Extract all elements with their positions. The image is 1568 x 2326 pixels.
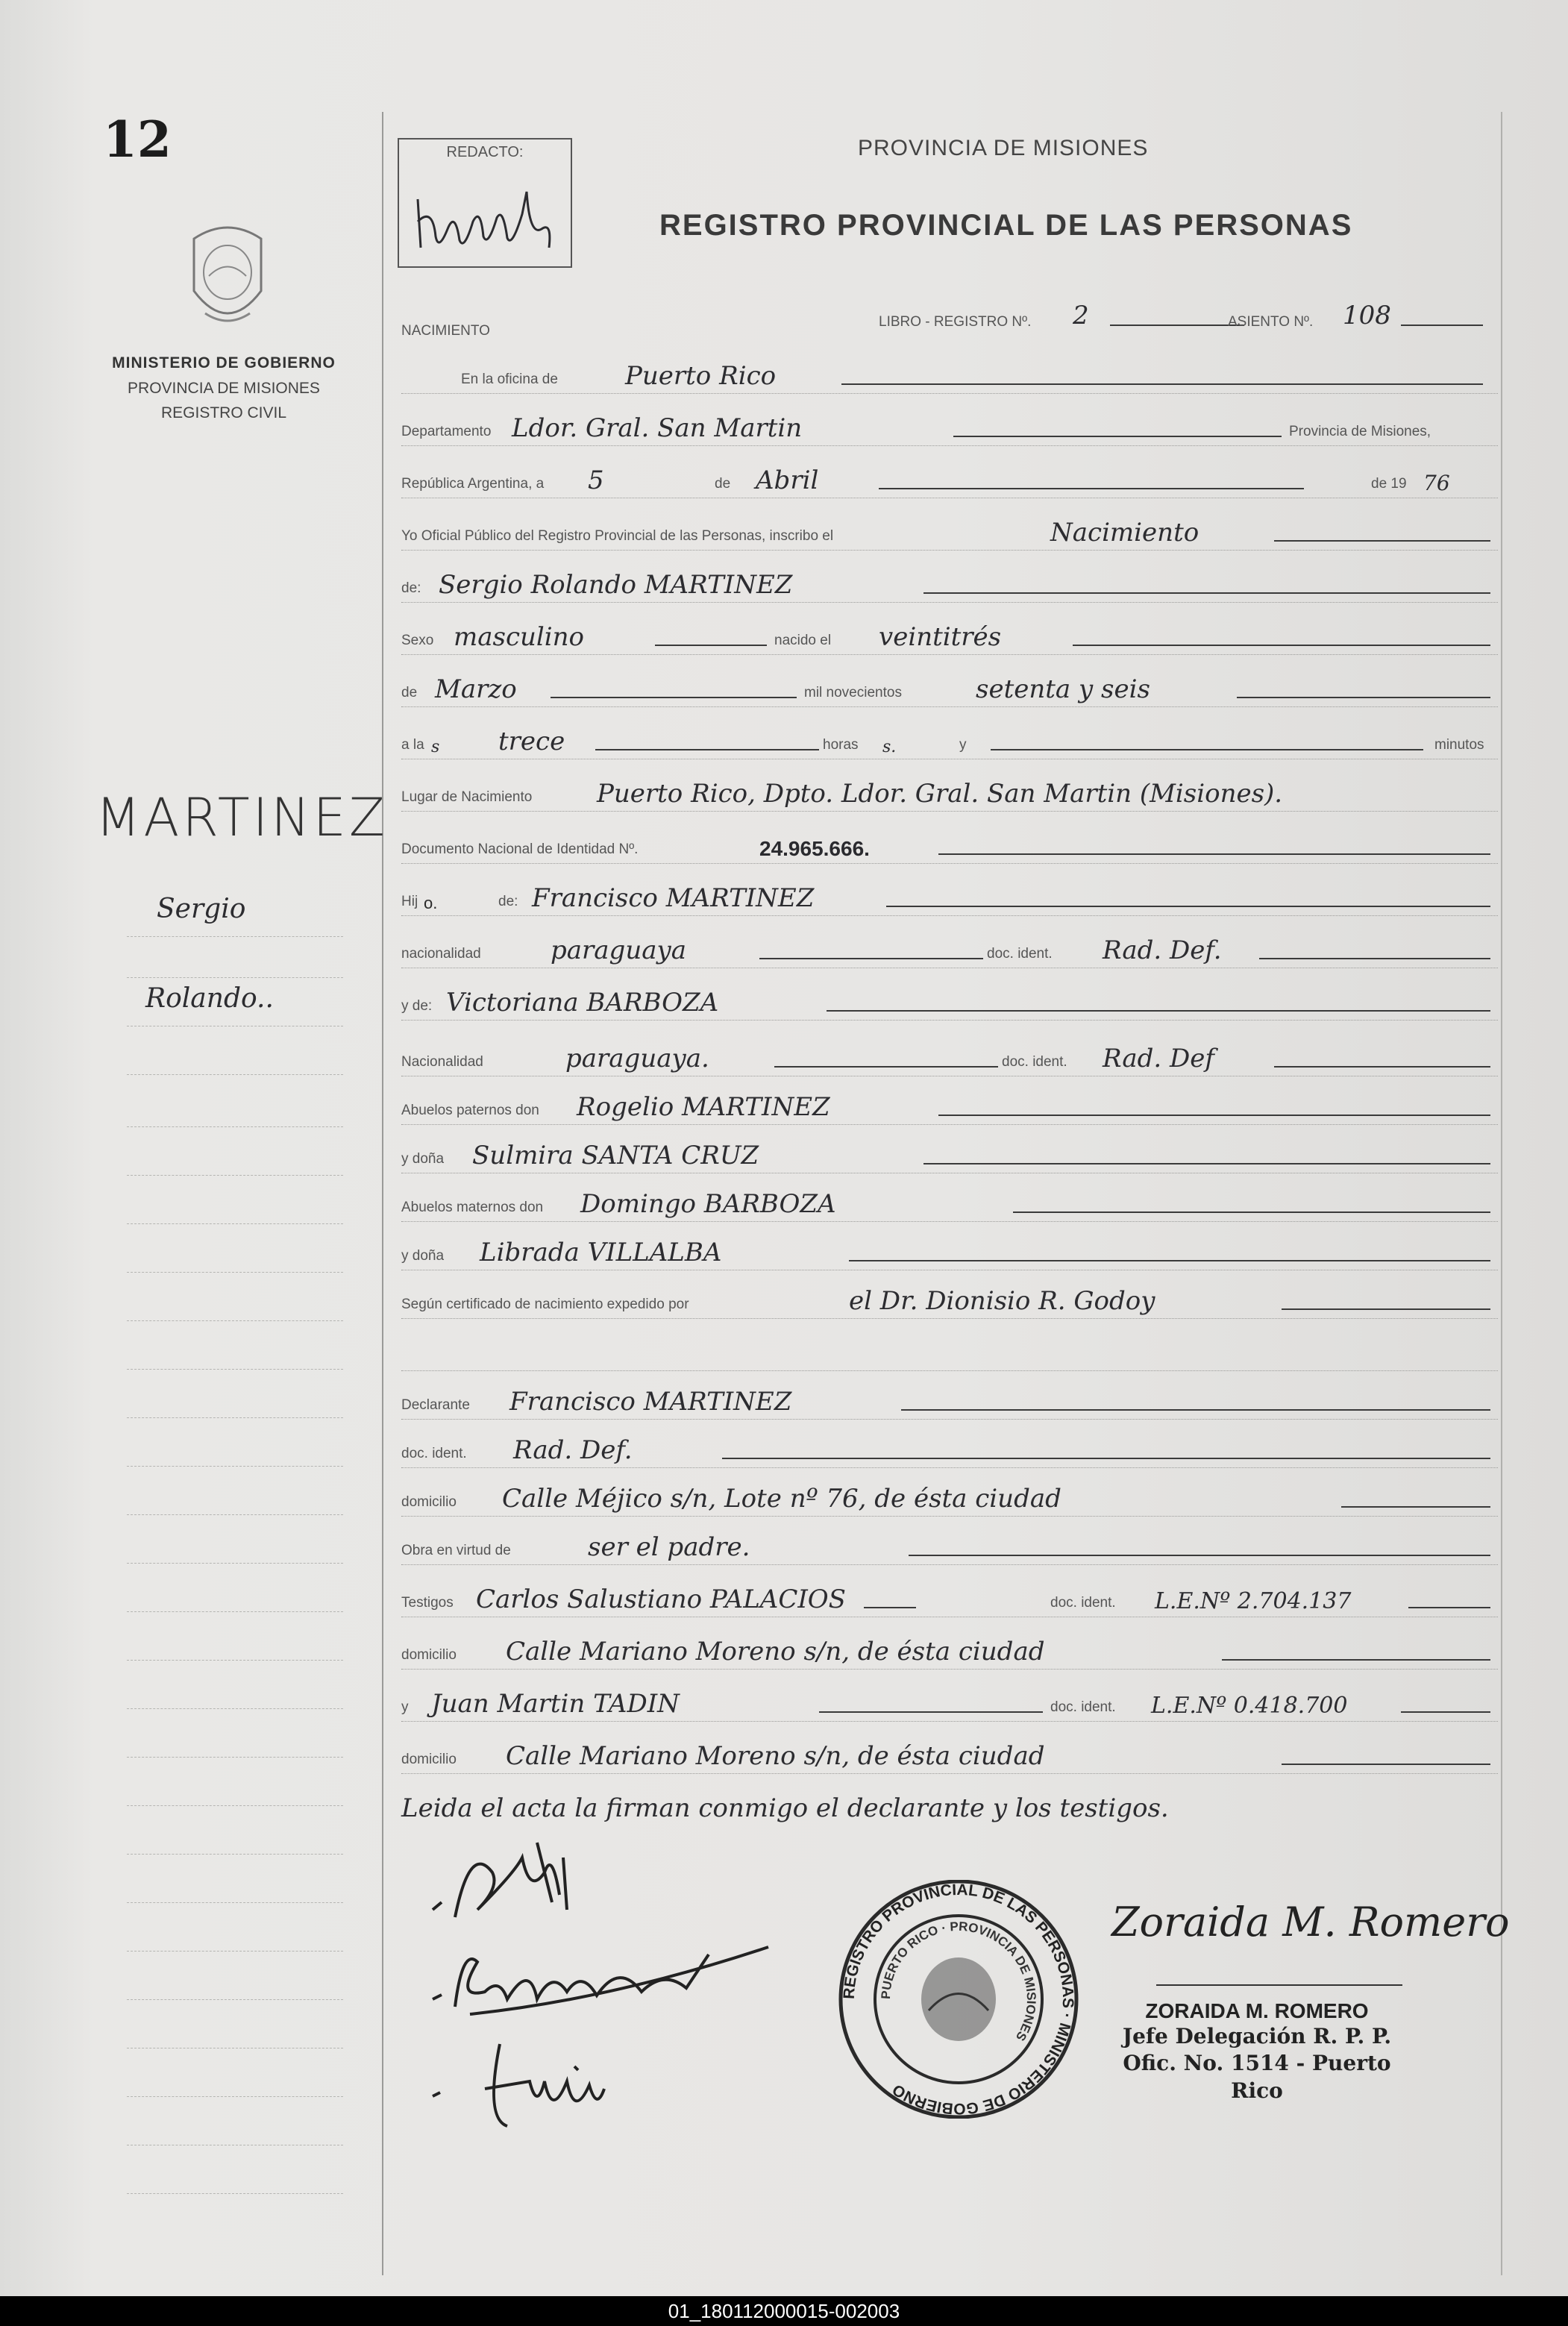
- mes-value: Abril: [756, 465, 819, 495]
- row-departamento: [401, 395, 1498, 448]
- nacionalidad-padre-value: paraguaya: [551, 935, 686, 965]
- obra-value: ser el padre.: [588, 1532, 750, 1562]
- alas-value: s: [431, 738, 440, 756]
- doc-ident3-label: doc. ident.: [401, 1446, 467, 1461]
- registry-heading: REGISTRO PROVINCIAL DE LAS PERSONAS: [659, 209, 1353, 242]
- doc-testigo-1-value: L.E.Nº 2.704.137: [1155, 1588, 1352, 1614]
- departamento-label: Departamento: [401, 424, 492, 439]
- page-number: 12: [103, 110, 172, 169]
- dni-value: 24.965.666.: [759, 837, 870, 860]
- yo-label: Yo Oficial Público del Registro Provincial de las Personas, inscribo el: [401, 528, 834, 544]
- domicilio3-label: domicilio: [401, 1752, 457, 1767]
- certificado-value: el Dr. Dionisio R. Godoy: [849, 1286, 1155, 1316]
- hij-value: o.: [424, 894, 438, 912]
- lugar-value: Puerto Rico, Dpto. Ldor. Gral. San Martin (Misiones).: [597, 779, 1283, 809]
- provincia-label: Provincia de Misiones,: [1289, 424, 1431, 439]
- declarante-value: Francisco MARTINEZ: [509, 1387, 792, 1417]
- de-label: de: [715, 476, 731, 492]
- row-nombre: [401, 552, 1498, 604]
- margin-surname: MARTINEZ: [95, 787, 388, 848]
- domicilio-testigo-2-value: Calle Mariano Moreno s/n, de ésta ciudad: [506, 1741, 1045, 1771]
- certificado-label: Según certificado de nacimiento expedido por: [401, 1297, 689, 1312]
- official-stamp: [835, 1880, 1082, 2119]
- abuela-paterna-value: Sulmira SANTA CRUZ: [472, 1141, 759, 1170]
- abuelos-maternos-label: Abuelos maternos don: [401, 1200, 544, 1215]
- officer-signature: Zoraida M. Romero: [1111, 1899, 1510, 1946]
- y-label: y: [959, 737, 967, 753]
- ydona-label: y doña: [401, 1151, 445, 1167]
- declarant-signature: [425, 1828, 634, 1947]
- row-nacionalidad-madre: [401, 1026, 1498, 1078]
- testigo-1-value: Carlos Salustiano PALACIOS: [476, 1584, 846, 1614]
- asiento-label: ASIENTO Nº.: [1228, 314, 1314, 330]
- closing-text: Leida el acta la firman conmigo el declarante y los testigos.: [401, 1793, 1169, 1823]
- doc-ident2-label: doc. ident.: [1002, 1054, 1067, 1070]
- nacionalidad-label: nacionalidad: [401, 946, 481, 962]
- declarante-label: Declarante: [401, 1397, 470, 1413]
- row-libro: [401, 295, 1498, 347]
- row-inscribo: [401, 500, 1498, 552]
- sexo-label: Sexo: [401, 633, 434, 648]
- row-testigo-2: [401, 1671, 1498, 1723]
- witness-2-signature: [425, 2029, 649, 2141]
- doc-ident-label: doc. ident.: [987, 946, 1053, 962]
- ministry-province: PROVINCIA DE MISIONES: [128, 379, 320, 397]
- de2-label: de:: [401, 580, 421, 596]
- row-abuelo-paterno: [401, 1074, 1498, 1126]
- doc-declarante-value: Rad. Def.: [513, 1435, 633, 1465]
- asiento-value: 108: [1343, 301, 1391, 330]
- dni-label: Documento Nacional de Identidad Nº.: [401, 841, 639, 857]
- anio-label: de 19: [1371, 476, 1407, 492]
- abuelos-paternos-label: Abuelos paternos don: [401, 1103, 539, 1118]
- departamento-value: Ldor. Gral. San Martin: [512, 413, 803, 443]
- doc-ident5-label: doc. ident.: [1050, 1699, 1116, 1715]
- row-closing: [401, 1775, 1498, 1828]
- row-nacionalidad-padre: [401, 918, 1498, 970]
- ministry-registry: REGISTRO CIVIL: [160, 404, 287, 422]
- footer-id: 01_180112000015-002003: [0, 2296, 1568, 2326]
- republica-label: República Argentina, a: [401, 476, 545, 492]
- domicilio-label: domicilio: [401, 1494, 457, 1510]
- row-domicilio-declarante: [401, 1466, 1498, 1518]
- row-obra: [401, 1514, 1498, 1567]
- obra-label: Obra en virtud de: [401, 1543, 511, 1558]
- stamp-outer-text: REGISTRO PROVINCIAL DE LAS PERSONAS · MINISTERIO DE GOBIERNO: [840, 1881, 1077, 2118]
- hora-value: trece: [498, 727, 565, 756]
- row-madre: [401, 970, 1498, 1022]
- margin-given-name-1: Sergio: [157, 894, 246, 924]
- alas-label: a la: [401, 737, 424, 753]
- oficina-label: En la oficina de: [461, 372, 558, 387]
- mil-label: mil novecientos: [804, 685, 902, 700]
- officer-signature-line: [1156, 1984, 1402, 1986]
- row-declarante: [401, 1369, 1498, 1421]
- nacido-label: nacido el: [774, 633, 832, 648]
- ydona2-label: y doña: [401, 1248, 445, 1264]
- row-fecha: [401, 448, 1498, 500]
- officer-office: Ofic. No. 1514 - Puerto Rico: [1123, 2051, 1391, 2103]
- margin-given-name-2: Rolando..: [145, 983, 274, 1014]
- stamp-inner-text: PUERTO RICO · PROVINCIA DE MISIONES: [878, 1919, 1039, 2044]
- redacto-label: REDACTO:: [446, 144, 524, 160]
- officer-role: Jefe Delegación R. P. P.: [1122, 2024, 1392, 2048]
- horas-label: horas: [823, 737, 859, 753]
- row-hora: [401, 709, 1498, 761]
- ministry-block: [112, 351, 336, 426]
- lugar-label: Lugar de Nacimiento: [401, 789, 533, 805]
- oficina-value: Puerto Rico: [625, 361, 777, 391]
- doc-testigo-2-value: L.E.Nº 0.418.700: [1151, 1693, 1348, 1719]
- de4-label: de:: [498, 894, 518, 909]
- row-testigo-1: [401, 1567, 1498, 1619]
- minutos-label: minutos: [1434, 737, 1484, 753]
- inscribo-value: Nacimiento: [1050, 518, 1199, 548]
- nacionalidad2-label: Nacionalidad: [401, 1054, 483, 1070]
- nacido-value: veintitrés: [879, 622, 1002, 652]
- row-padre: [401, 865, 1498, 918]
- testigo-2-value: Juan Martin TADIN: [431, 1689, 680, 1719]
- row-doc-declarante: [401, 1417, 1498, 1470]
- coat-of-arms-icon: [179, 216, 276, 336]
- row-abuela-paterna: [401, 1123, 1498, 1175]
- yde-label: y de:: [401, 998, 433, 1014]
- redacto-box: [398, 138, 572, 268]
- doc-madre-value: Rad. Def: [1103, 1044, 1214, 1073]
- row-certificado: [401, 1268, 1498, 1320]
- abuelo-paterno-value: Rogelio MARTINEZ: [577, 1092, 830, 1122]
- row-abuelo-materno: [401, 1171, 1498, 1223]
- madre-value: Victoriana BARBOZA: [446, 988, 719, 1018]
- row-domicilio-testigo-1: [401, 1619, 1498, 1671]
- officer-block: [1097, 1999, 1417, 2104]
- officer-name: ZORAIDA M. ROMERO: [1145, 1999, 1369, 2022]
- row-blank: [401, 1320, 1498, 1373]
- doc-padre-value: Rad. Def.: [1103, 935, 1222, 965]
- anio-nacimiento-value: setenta y seis: [976, 674, 1150, 704]
- doc-ident4-label: doc. ident.: [1050, 1595, 1116, 1611]
- redacto-signature: [410, 177, 559, 259]
- row-domicilio-testigo-2: [401, 1723, 1498, 1775]
- row-lugar: [401, 761, 1498, 813]
- anio-value: 76: [1423, 471, 1450, 495]
- domicilio-value: Calle Méjico s/n, Lote nº 76, de ésta ciudad: [502, 1484, 1061, 1514]
- row-mes-nacimiento: [401, 656, 1498, 709]
- province-heading: PROVINCIA DE MISIONES: [858, 136, 1149, 160]
- nombre-value: Sergio Rolando MARTINEZ: [439, 570, 793, 600]
- libro-value: 2: [1073, 301, 1089, 330]
- sexo-value: masculino: [454, 622, 585, 652]
- nacionalidad-madre-value: paraguaya.: [565, 1044, 709, 1073]
- libro-label: LIBRO - REGISTRO Nº.: [879, 314, 1032, 330]
- mes-nacimiento-value: Marzo: [435, 674, 517, 704]
- domicilio-testigo-1-value: Calle Mariano Moreno s/n, de ésta ciudad: [506, 1637, 1045, 1667]
- horas-value: s.: [882, 738, 897, 756]
- abuelo-materno-value: Domingo BARBOZA: [580, 1189, 836, 1219]
- row-dni: [401, 813, 1498, 865]
- row-oficina: [401, 343, 1498, 395]
- section-label: NACIMIENTO: [401, 323, 490, 339]
- testigos-label: Testigos: [401, 1595, 454, 1611]
- ministry-title: MINISTERIO DE GOBIERNO: [112, 354, 336, 372]
- de3-label: de: [401, 685, 418, 700]
- padre-value: Francisco MARTINEZ: [532, 883, 815, 913]
- witness-1-signature: [425, 1932, 776, 2029]
- row-abuela-materna: [401, 1220, 1498, 1272]
- dia-value: 5: [588, 465, 604, 495]
- hij-label: Hij: [401, 894, 418, 909]
- row-sexo: [401, 604, 1498, 656]
- abuela-materna-value: Librada VILLALBA: [480, 1238, 722, 1267]
- domicilio2-label: domicilio: [401, 1647, 457, 1663]
- y2-label: y: [401, 1699, 409, 1715]
